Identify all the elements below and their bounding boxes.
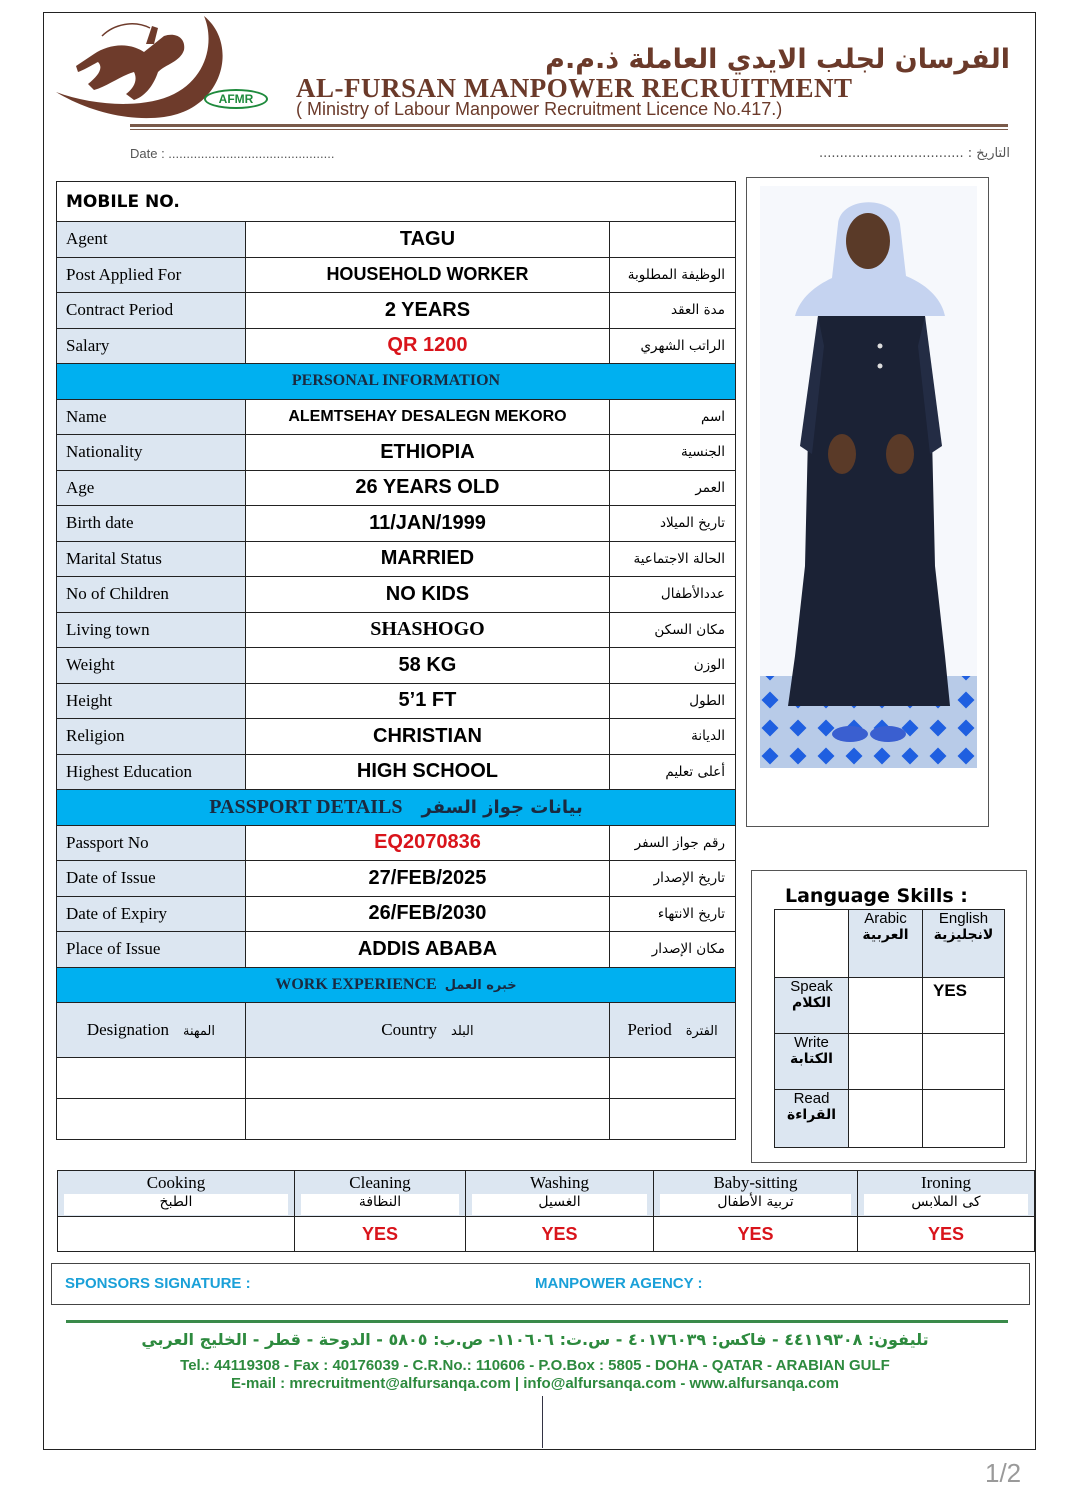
height-label-arabic: الطول — [610, 683, 736, 719]
footer-email: E-mail : mrecruitment@alfursanqa.com | info@alfursanqa.com - www.alfursanqa.com — [230, 1375, 840, 1392]
children-value: NO KIDS — [245, 577, 609, 613]
header-divider — [130, 124, 1008, 127]
read-arabic — [849, 1090, 923, 1148]
height-value: 5’1 FT — [245, 683, 609, 719]
speak-english: YES — [923, 978, 1005, 1034]
footer-contact: Tel.: 44119308 - Fax : 40176039 - C.R.No.: 110606 - P.O.Box : 5805 - DOHA - QATAR - ARABIAN GULF — [180, 1357, 890, 1374]
table-row — [57, 293, 736, 329]
arabic-en: Arabic — [864, 910, 907, 927]
issue-date-label: Date of Issue — [57, 861, 246, 897]
arabic-ar: العربية — [862, 927, 909, 943]
language-row — [775, 978, 1005, 1034]
read-label — [775, 1090, 849, 1148]
age-value: 26 YEARS OLD — [245, 470, 609, 506]
work-cell — [245, 1099, 609, 1140]
country-ar: البلد — [451, 1024, 474, 1039]
name-value: ALEMTSEHAY DESALEGN MEKORO — [245, 399, 609, 435]
town-label: Living town — [57, 612, 246, 648]
skill-ar: الغسيل — [472, 1194, 647, 1215]
work-cell — [610, 1058, 736, 1099]
section-header-passport — [57, 790, 736, 826]
agent-label: Agent — [57, 222, 246, 258]
cleaning-value: YES — [295, 1217, 466, 1252]
skill-cooking — [58, 1171, 295, 1217]
speak-en: Speak — [790, 978, 833, 995]
post-value: HOUSEHOLD WORKER — [245, 257, 609, 293]
table-row — [57, 861, 736, 897]
english-column — [923, 910, 1005, 978]
religion-value: CHRISTIAN — [245, 719, 609, 755]
skill-ar: الطبخ — [64, 1194, 288, 1215]
expiry-date-label: Date of Expiry — [57, 896, 246, 932]
write-label — [775, 1034, 849, 1090]
applicant-photo — [760, 186, 977, 768]
skill-ironing — [858, 1171, 1035, 1217]
work-skills-table — [57, 1170, 1035, 1252]
applicant-photo-frame — [746, 177, 989, 827]
ironing-value: YES — [858, 1217, 1035, 1252]
birthdate-value: 11/JAN/1999 — [245, 506, 609, 542]
work-row — [57, 1058, 736, 1099]
page-indicator: 1/2 — [985, 1458, 1022, 1488]
table-row — [57, 754, 736, 790]
language-skills-panel — [751, 870, 1027, 1163]
write-arabic — [849, 1034, 923, 1090]
work-cell — [245, 1058, 609, 1099]
skill-ar: تربية الأطفال — [660, 1194, 851, 1215]
header-divider-thin — [130, 129, 1008, 130]
table-row — [57, 506, 736, 542]
footer-arabic-contact: تليفون: ٤٤١١٩٣٠٨ - فاكس: ٤٠١٧٦٠٣٩ - س.ت: ١١٠٦٠٦- ص.ب: ٥٨٠٥ - الدوحة - قطر - الخليج العربي — [141, 1330, 929, 1349]
arabic-column — [849, 910, 923, 978]
name-label: Name — [57, 399, 246, 435]
speak-arabic — [849, 978, 923, 1034]
salary-value: QR 1200 — [245, 328, 609, 364]
work-columns — [57, 1003, 736, 1058]
expiry-date-value: 26/FEB/2030 — [245, 896, 609, 932]
nationality-label-arabic: الجنسية — [610, 435, 736, 471]
education-label-arabic: أعلى تعليم — [610, 754, 736, 790]
name-label-arabic: اسم — [610, 399, 736, 435]
washing-value: YES — [466, 1217, 654, 1252]
work-row — [57, 1099, 736, 1140]
skill-en: Cooking — [146, 1173, 206, 1192]
table-row — [57, 435, 736, 471]
table-row — [57, 399, 736, 435]
table-row — [57, 825, 736, 861]
skill-ar: كى الملابس — [864, 1194, 1028, 1215]
agency-signature-label: MANPOWER AGENCY : — [535, 1275, 703, 1292]
weight-value: 58 KG — [245, 648, 609, 684]
agent-value: TAGU — [245, 222, 609, 258]
contract-label: Contract Period — [57, 293, 246, 329]
mobile-row — [57, 182, 736, 222]
table-row — [57, 612, 736, 648]
table-row — [57, 683, 736, 719]
empty-cell — [775, 910, 849, 978]
english-en: English — [938, 910, 989, 927]
issue-date-value: 27/FEB/2025 — [245, 861, 609, 897]
country-en: Country — [381, 1020, 437, 1039]
horse-rider-logo-icon — [54, 14, 224, 119]
issue-place-label-arabic: مكان الإصدار — [610, 932, 736, 968]
contract-label-arabic: مدة العقد — [610, 293, 736, 329]
afmr-badge: AFMR — [204, 89, 268, 109]
education-label: Highest Education — [57, 754, 246, 790]
work-title-en: WORK EXPERIENCE — [275, 975, 437, 993]
table-row — [57, 932, 736, 968]
work-title — [57, 967, 736, 1003]
work-cell — [57, 1058, 246, 1099]
speak-label — [775, 978, 849, 1034]
babysitting-value: YES — [654, 1217, 858, 1252]
language-row — [775, 1090, 1005, 1148]
text-cursor-line — [542, 1396, 543, 1448]
birthdate-label-arabic: تاريخ الميلاد — [610, 506, 736, 542]
passport-title-en: PASSPORT DETAILS — [209, 795, 403, 818]
country-column — [245, 1003, 609, 1058]
salary-label: Salary — [57, 328, 246, 364]
skill-en: Baby-sitting — [713, 1173, 798, 1192]
issue-place-value: ADDIS ABABA — [245, 932, 609, 968]
signature-box — [51, 1263, 1030, 1305]
footer-divider — [66, 1320, 1008, 1323]
passport-title-ar: بيانات جواز السفر — [421, 796, 583, 818]
skill-en: Washing — [529, 1173, 590, 1192]
post-label: Post Applied For — [57, 257, 246, 293]
nationality-label: Nationality — [57, 435, 246, 471]
contract-value: 2 YEARS — [245, 293, 609, 329]
children-label: No of Children — [57, 577, 246, 613]
section-header-work — [57, 967, 736, 1003]
table-row — [57, 222, 736, 258]
issue-date-label-arabic: تاريخ الإصدار — [610, 861, 736, 897]
work-cell — [610, 1099, 736, 1140]
speak-ar: الكلام — [791, 995, 832, 1011]
children-label-arabic: عددالأطفال — [610, 577, 736, 613]
passport-no-label-arabic: رقم جواز السفر — [610, 825, 736, 861]
skill-en: Cleaning — [349, 1173, 411, 1192]
passport-no-value: EQ2070836 — [245, 825, 609, 861]
licence-text: ( Ministry of Labour Manpower Recruitment Licence No.417.) — [296, 99, 783, 119]
table-row — [57, 328, 736, 364]
nationality-value: ETHIOPIA — [245, 435, 609, 471]
write-ar: الكتابة — [790, 1051, 833, 1067]
language-row — [775, 1034, 1005, 1090]
date-field-arabic: التاريخ : ................................... — [818, 146, 1010, 161]
work-title-ar: خبره العمل — [444, 977, 517, 993]
age-label-arabic: العمر — [610, 470, 736, 506]
english-ar: لانجليزية — [933, 927, 994, 943]
marital-label-arabic: الحالة الاجتماعية — [610, 541, 736, 577]
issue-place-label: Place of Issue — [57, 932, 246, 968]
agent-label-arabic — [610, 222, 736, 258]
town-label-arabic: مكان السكن — [610, 612, 736, 648]
work-cell — [57, 1099, 246, 1140]
weight-label: Weight — [57, 648, 246, 684]
applicant-details-table — [56, 181, 736, 1140]
person-figure-icon — [760, 186, 977, 768]
passport-no-label: Passport No — [57, 825, 246, 861]
table-row — [57, 470, 736, 506]
religion-label-arabic: الديانة — [610, 719, 736, 755]
period-en: Period — [627, 1020, 672, 1039]
marital-value: MARRIED — [245, 541, 609, 577]
read-ar: القراءة — [786, 1107, 837, 1123]
skill-cleaning — [295, 1171, 466, 1217]
marital-label: Marital Status — [57, 541, 246, 577]
table-row — [57, 541, 736, 577]
skill-washing — [466, 1171, 654, 1217]
education-value: HIGH SCHOOL — [245, 754, 609, 790]
skill-babysitting — [654, 1171, 858, 1217]
salary-label-arabic: الراتب الشهري — [610, 328, 736, 364]
table-row — [57, 896, 736, 932]
period-column — [610, 1003, 736, 1058]
skills-header-row — [58, 1171, 1035, 1217]
language-skills-table — [774, 909, 1005, 1148]
skills-value-row — [58, 1217, 1035, 1252]
birthdate-label: Birth date — [57, 506, 246, 542]
section-header-personal — [57, 364, 736, 400]
age-label: Age — [57, 470, 246, 506]
weight-label-arabic: الوزن — [610, 648, 736, 684]
passport-title — [57, 790, 736, 826]
write-english — [923, 1034, 1005, 1090]
date-field: Date : .............................................. — [130, 146, 335, 161]
sponsor-signature-label: SPONSORS SIGNATURE : — [65, 1275, 251, 1292]
write-en: Write — [794, 1034, 829, 1051]
skill-ar: النظافة — [301, 1194, 459, 1215]
table-row — [57, 257, 736, 293]
expiry-date-label-arabic: تاريخ الانتهاء — [610, 896, 736, 932]
designation-en: Designation — [86, 1020, 169, 1039]
table-row — [57, 577, 736, 613]
height-label: Height — [57, 683, 246, 719]
mobile-label: MOBILE NO. — [57, 182, 736, 222]
town-value: SHASHOGO — [245, 612, 609, 648]
read-english — [923, 1090, 1005, 1148]
personal-info-title: PERSONAL INFORMATION — [57, 364, 736, 400]
company-title-arabic: الفرسان لجلب الايدي العاملة ذ.م.م — [545, 44, 1010, 75]
post-label-arabic: الوظيفة المطلوبة — [610, 257, 736, 293]
language-skills-title: Language Skills : — [785, 885, 968, 907]
language-header-row — [775, 910, 1005, 978]
company-title: AL-FURSAN MANPOWER RECRUITMENT — [296, 73, 853, 103]
skill-en: Ironing — [920, 1173, 972, 1192]
table-row — [57, 648, 736, 684]
designation-column — [57, 1003, 246, 1058]
table-row — [57, 719, 736, 755]
cooking-value — [58, 1217, 295, 1252]
period-ar: الفترة — [685, 1024, 718, 1039]
read-en: Read — [793, 1090, 830, 1107]
religion-label: Religion — [57, 719, 246, 755]
designation-ar: المهنة — [182, 1024, 215, 1039]
